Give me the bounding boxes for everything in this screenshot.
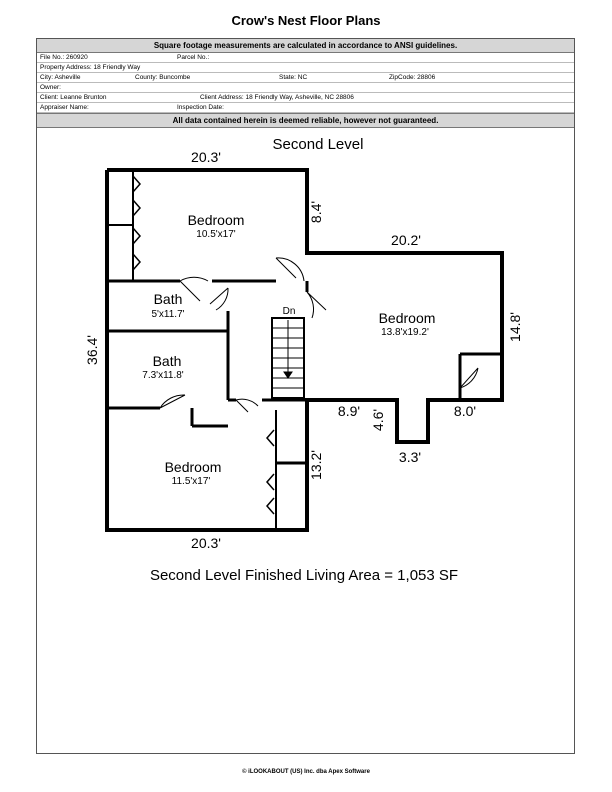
dimension-label: 8.4' [308,200,324,224]
area-summary: Second Level Finished Living Area = 1,053 SF [149,567,459,584]
property-address: Property Address: 18 Friendly Way [40,64,141,71]
footer-copyright: © iLOOKABOUT (US) Inc. dba Apex Software [242,769,370,775]
room-name: Bedroom [378,310,436,326]
closet-door-6 [267,474,274,490]
room-name: Bedroom [164,459,222,475]
disclaimer-bar: All data contained herein is deemed reliable, however not guaranteed. [37,113,574,128]
dimension-label: 8.0' [453,403,477,419]
door-bedroom1-hall [276,258,304,281]
dimension-label: 20.3' [191,149,221,165]
parcel-no: Parcel No.: [177,54,210,61]
swing-doors [160,258,478,412]
state: State: NC [279,74,308,81]
file-no: File No.: 260920 [40,54,88,61]
room-name: Bedroom [187,212,245,228]
room-name: Bath [153,291,183,307]
client-address: Client Address: 18 Friendly Way, Asheville, NC 28806 [200,94,354,101]
ansi-notice-bar: Square footage measurements are calculated in accordance to ANSI guidelines. [37,39,574,53]
dimension-label: 8.9' [337,403,361,419]
stairs [272,318,304,398]
closet-door-4 [133,254,140,270]
dimension-label: 3.3' [398,449,422,465]
room-size: 10.5'x17' [196,229,236,240]
dimension-label: 20.3' [191,535,221,551]
level-title: Second Level [272,136,364,153]
owner: Owner: [40,84,61,91]
dimension-label: 4.6' [370,408,386,432]
county: County: Buncombe [135,74,191,81]
door-bedroom3 [307,292,326,318]
dimension-label: 20.2' [391,232,421,248]
client: Client: Leanne Brunton [40,94,107,101]
room-size: 5'x11.7' [151,309,185,320]
closet-door-7 [267,498,274,514]
room-size: 11.5'x17' [171,476,211,487]
city: City: Asheville [40,74,81,81]
closet-door-2 [133,200,140,216]
closet-door-1 [133,176,140,192]
door-bath2 [160,395,185,408]
inspection-date: Inspection Date: [177,104,224,111]
stair-label: Dn [282,306,296,317]
dimension-label: 14.8' [507,312,523,342]
closet-door-5 [267,430,274,446]
door-bath1 [210,288,228,310]
closet-door-3 [133,228,140,244]
appraiser-name: Appraiser Name: [40,104,89,111]
dimension-label: 13.2' [308,450,324,480]
door-closet3 [460,368,478,388]
room-name: Bath [152,353,182,369]
document-title: Crow's Nest Floor Plans [231,13,381,28]
door-bedroom1 [180,277,208,301]
stair-down-arrow-icon [284,372,292,378]
room-size: 13.8'x19.2' [381,327,429,338]
zip-code: ZipCode: 28806 [389,74,436,81]
dimension-label: 36.4' [84,335,100,365]
room-size: 7.3'x11.8' [142,370,184,381]
door-bedroom2 [236,399,258,412]
